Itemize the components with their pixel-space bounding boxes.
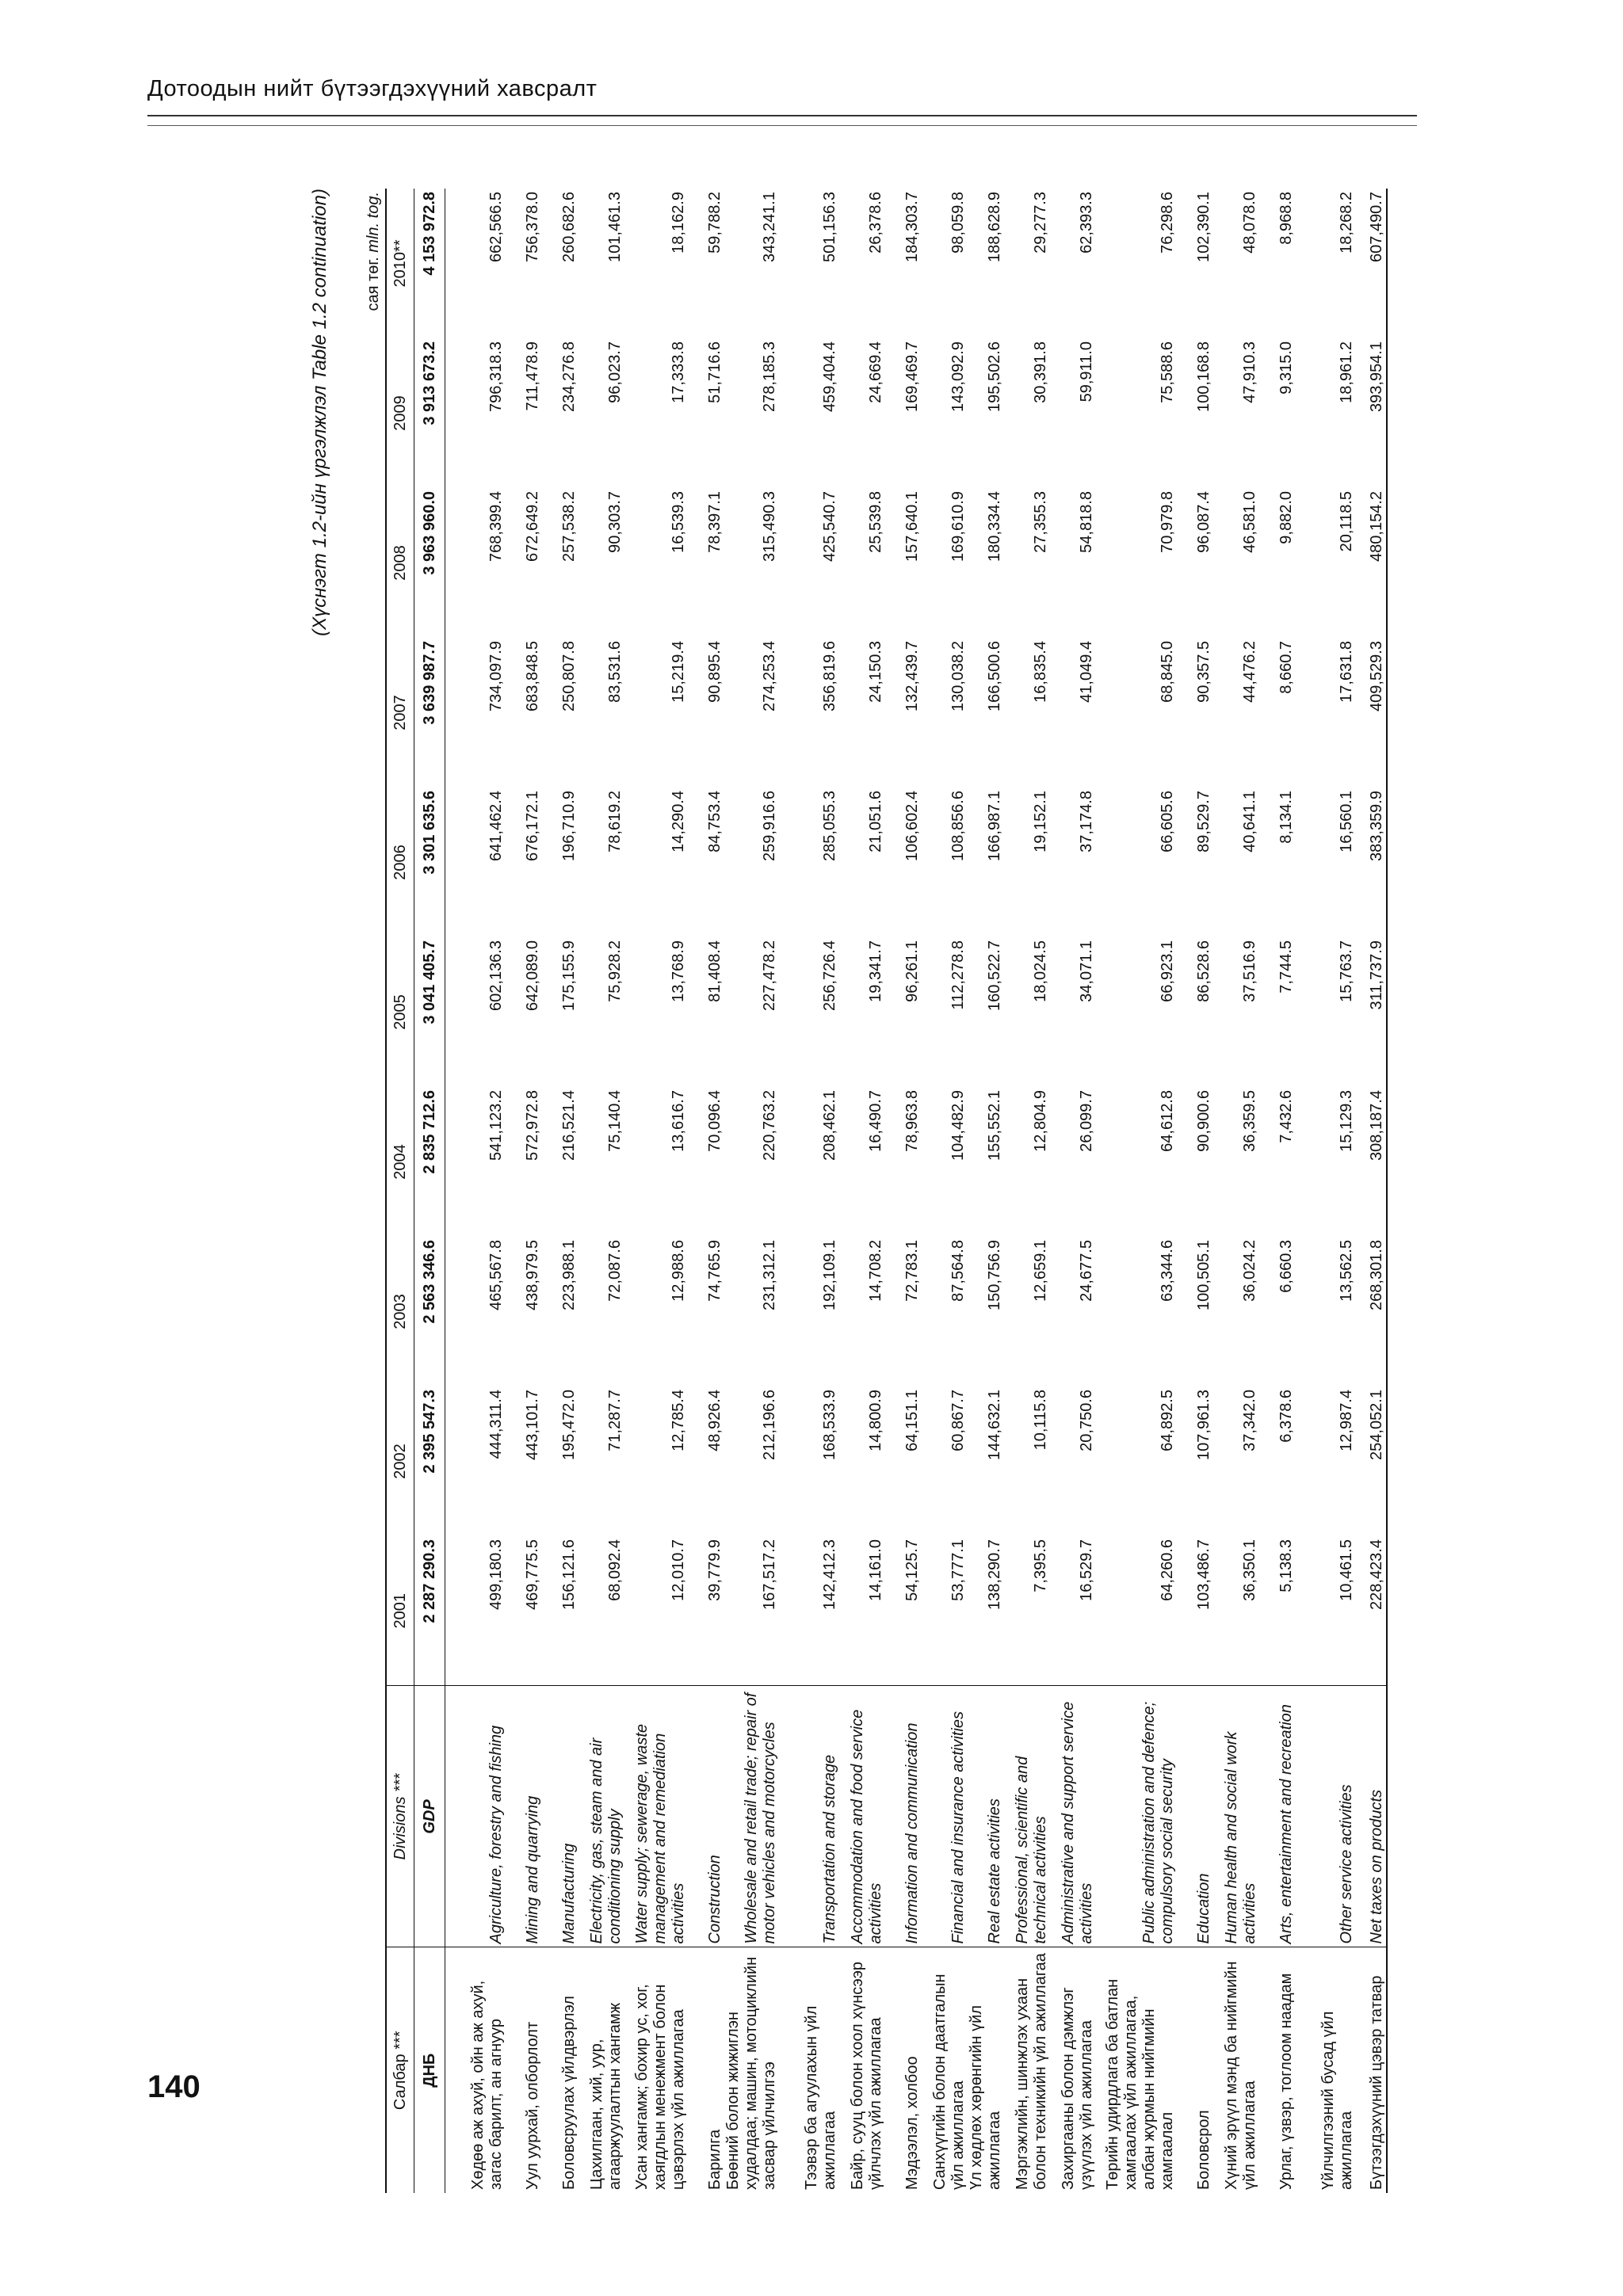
value-cell: 62,393.3 <box>1078 192 1095 254</box>
value-cell: 16,560.1 <box>1338 791 1355 852</box>
division-name-en: Financial and insurance activities <box>922 1686 968 1947</box>
value-cell: 75,140.4 <box>606 1090 624 1152</box>
value-cell: 438,979.5 <box>524 1240 541 1310</box>
value-cell: 72,087.6 <box>606 1240 624 1302</box>
value-cell: 150,756.9 <box>986 1240 1003 1310</box>
value-cell: 602,136.3 <box>487 940 505 1011</box>
value-cell: 444,311.4 <box>487 1390 505 1459</box>
division-name-en: Real estate activities <box>968 1686 1004 1947</box>
value-cell: 393,954.1 <box>1356 338 1387 488</box>
division-name-mn: Барилга <box>688 1947 724 2193</box>
value-cell: 13,768.9 <box>670 940 687 1002</box>
value-cell: 54,125.7 <box>903 1539 921 1601</box>
value-cell: 36,024.2 <box>1241 1240 1258 1302</box>
value-cell: 220,763.2 <box>761 1090 778 1161</box>
value-cell: 78,619.2 <box>606 791 624 852</box>
value-cell: 711,478.9 <box>524 341 541 411</box>
value-cell: 90,303.7 <box>606 491 624 553</box>
value-cell: 104,482.9 <box>949 1090 967 1161</box>
division-name-en: Mining and quarrying <box>506 1686 542 1947</box>
division-name-mn: Бөөний болон жижиглэн худалдаа; машин, мотоциклийн засвар үйлчилгээ <box>724 1947 779 2193</box>
value-cell: 96,261.1 <box>903 940 921 1002</box>
value-cell: 81,408.4 <box>706 940 724 1002</box>
value-cell: 188,628.9 <box>986 192 1003 262</box>
value-cell: 3 963 960.0 <box>414 488 445 638</box>
value-cell: 195,502.6 <box>986 341 1003 412</box>
value-cell: 12,987.4 <box>1338 1390 1355 1451</box>
value-cell: 196,710.9 <box>560 791 578 861</box>
value-cell: 37,516.9 <box>1241 940 1258 1002</box>
division-name-mn: Усан хангамж; бохир ус, хог, хаягдлын менежмент болон цэвэрлэх үйл ажиллагаа <box>624 1947 688 2193</box>
value-cell: 14,290.4 <box>670 791 687 852</box>
value-cell: 169,610.9 <box>949 491 967 562</box>
division-name-mn: Мэдээлэл, холбоо <box>885 1947 922 2193</box>
value-cell: 142,412.3 <box>821 1539 838 1610</box>
gdp-by-division-table <box>385 189 1388 2193</box>
division-name-en: Wholesale and retail trade; repair of motor vehicles and motorcycles <box>724 1686 779 1947</box>
value-cell: 3 639 987.7 <box>414 638 445 788</box>
value-cell: 36,359.5 <box>1241 1090 1258 1152</box>
value-cell: 70,979.8 <box>1159 491 1176 553</box>
value-cell: 100,505.1 <box>1195 1240 1212 1310</box>
value-cell: 144,632.1 <box>986 1390 1003 1460</box>
value-cell: 30,391.8 <box>1032 341 1049 403</box>
value-cell: 683,848.5 <box>524 641 541 711</box>
header-rule-thin <box>147 125 1417 126</box>
value-cell: 26,099.7 <box>1078 1090 1095 1152</box>
table-row <box>1213 189 1259 2193</box>
division-name-mn: Бүтээгдэхүүний цэвэр татвар <box>1356 1947 1387 2193</box>
value-cell: 29,277.3 <box>1032 192 1049 254</box>
value-cell: 37,174.8 <box>1078 791 1095 852</box>
value-cell: 24,677.5 <box>1078 1240 1095 1302</box>
table-row <box>624 189 688 2193</box>
value-cell: 192,109.1 <box>821 1240 838 1310</box>
division-name-en: Accommodation and food service activities <box>839 1686 885 1947</box>
value-cell: 14,708.2 <box>867 1240 884 1302</box>
value-cell: 34,071.1 <box>1078 940 1095 1002</box>
table-row <box>885 189 922 2193</box>
division-name-mn: Захиргааны болон дэмжлэг үзүүлэх үйл ажиллагаа <box>1050 1947 1096 2193</box>
value-cell: 48,926.4 <box>706 1390 724 1451</box>
value-cell: 642,089.0 <box>524 940 541 1011</box>
value-cell: 499,180.3 <box>487 1539 505 1610</box>
value-cell: 315,490.3 <box>761 491 778 562</box>
table-row <box>506 189 542 2193</box>
division-name-mn: Санхүүгийн болон даатгалын үйл ажиллагаа <box>922 1947 968 2193</box>
value-cell: 480,154.2 <box>1356 488 1387 638</box>
table-caption: (Хүснэгт 1.2-ийн үргэлжлэл Table 1.2 continuation) <box>309 189 330 636</box>
value-cell: 672,649.2 <box>524 491 541 562</box>
value-cell: 16,539.3 <box>670 491 687 553</box>
value-cell: 12,804.9 <box>1032 1090 1049 1152</box>
value-cell: 425,540.7 <box>821 491 838 562</box>
value-cell: 168,533.9 <box>821 1390 838 1460</box>
division-name-mn: Боловсруулах үйлдвэрлэл <box>542 1947 579 2193</box>
division-name-en: Electricity, gas, steam and air conditioning supply <box>579 1686 624 1947</box>
column-header-year: 2010** <box>386 189 414 338</box>
value-cell: 66,605.6 <box>1159 791 1176 852</box>
value-cell: 46,581.0 <box>1241 491 1258 553</box>
value-cell: 2 563 346.6 <box>414 1237 445 1386</box>
division-name-mn: Байр, сууц болон хоол хүнсээр үйлчлэх үйл ажиллагаа <box>839 1947 885 2193</box>
division-name-en: Transportation and storage <box>779 1686 839 1947</box>
page-number: 140 <box>147 2069 200 2104</box>
table-row <box>1296 189 1356 2193</box>
division-name-en: Information and communication <box>885 1686 922 1947</box>
value-cell: 75,588.6 <box>1159 341 1176 403</box>
column-header-year: 2007 <box>386 638 414 788</box>
value-cell: 734,097.9 <box>487 641 505 711</box>
value-cell: 48,078.0 <box>1241 192 1258 254</box>
value-cell: 7,432.6 <box>1277 1090 1295 1143</box>
header-row <box>386 189 414 2193</box>
column-header-year: 2006 <box>386 788 414 937</box>
value-cell: 195,472.0 <box>560 1390 578 1460</box>
value-cell: 27,355.3 <box>1032 491 1049 553</box>
value-cell: 83,531.6 <box>606 641 624 703</box>
division-name-mn: Үл хөдлөх хөрөнгийн үйл ажиллагаа <box>968 1947 1004 2193</box>
table-row <box>542 189 579 2193</box>
value-cell: 24,150.3 <box>867 641 884 703</box>
unit-label <box>365 192 383 311</box>
value-cell: 234,276.8 <box>560 341 578 412</box>
column-header-year: 2008 <box>386 488 414 638</box>
value-cell: 4 153 972.8 <box>414 189 445 338</box>
value-cell: 2 395 547.3 <box>414 1386 445 1536</box>
value-cell: 12,010.7 <box>670 1539 687 1601</box>
value-cell: 15,219.4 <box>670 641 687 703</box>
value-cell: 308,187.4 <box>1356 1087 1387 1237</box>
value-cell: 37,342.0 <box>1241 1390 1258 1451</box>
value-cell: 18,162.9 <box>670 192 687 254</box>
value-cell: 19,152.1 <box>1032 791 1049 852</box>
value-cell: 12,659.1 <box>1032 1240 1049 1302</box>
value-cell: 3 913 673.2 <box>414 338 445 488</box>
value-cell: 6,660.3 <box>1277 1240 1295 1293</box>
value-cell: 108,856.6 <box>949 791 967 861</box>
value-cell: 175,155.9 <box>560 940 578 1011</box>
column-header-year: 2005 <box>386 937 414 1087</box>
value-cell: 212,196.6 <box>761 1390 778 1460</box>
table-row <box>1177 189 1213 2193</box>
value-cell: 59,911.0 <box>1078 341 1095 402</box>
division-name-mn: Хөдөө аж ахуй, ойн аж ахуй, загас барилт, ан агнуур <box>445 1947 506 2193</box>
value-cell: 36,350.1 <box>1241 1539 1258 1601</box>
value-cell: 60,867.7 <box>949 1390 967 1451</box>
value-cell: 465,567.8 <box>487 1240 505 1310</box>
value-cell: 260,682.6 <box>560 192 578 262</box>
column-header-year: 2009 <box>386 338 414 488</box>
value-cell: 3 041 405.7 <box>414 937 445 1087</box>
value-cell: 59,788.2 <box>706 192 724 254</box>
division-name-en: Net taxes on products <box>1356 1686 1387 1947</box>
value-cell: 383,359.9 <box>1356 788 1387 937</box>
value-cell: 25,539.8 <box>867 491 884 553</box>
division-name-en: Other service activities <box>1296 1686 1356 1947</box>
value-cell: 254,052.1 <box>1356 1386 1387 1536</box>
value-cell: 143,092.9 <box>949 341 967 412</box>
value-cell: 5,138.3 <box>1277 1539 1295 1592</box>
value-cell: 100,168.8 <box>1195 341 1212 412</box>
division-name-en: Human health and social work activities <box>1213 1686 1259 1947</box>
value-cell: 106,602.4 <box>903 791 921 861</box>
value-cell: 54,818.8 <box>1078 491 1095 553</box>
value-cell: 756,378.0 <box>524 192 541 262</box>
value-cell: 796,318.3 <box>487 341 505 412</box>
table-row <box>779 189 839 2193</box>
value-cell: 256,726.4 <box>821 940 838 1011</box>
column-header-mn: Салбар *** <box>386 1947 414 2193</box>
value-cell: 443,101.7 <box>524 1390 541 1460</box>
value-cell: 343,241.1 <box>761 192 778 262</box>
value-cell: 662,566.5 <box>487 192 505 262</box>
value-cell: 76,298.6 <box>1159 192 1176 254</box>
gdp-total-row <box>414 189 445 2193</box>
value-cell: 53,777.1 <box>949 1539 967 1601</box>
value-cell: 71,287.7 <box>606 1390 624 1451</box>
column-header-year: 2004 <box>386 1087 414 1237</box>
value-cell: 90,900.6 <box>1195 1090 1212 1152</box>
unit-mn: сая төг. <box>365 257 382 311</box>
value-cell: 166,500.6 <box>986 641 1003 711</box>
value-cell: 274,253.4 <box>761 641 778 711</box>
value-cell: 208,462.1 <box>821 1090 838 1161</box>
division-name-mn: Уул уурхай, олборлолт <box>506 1947 542 2193</box>
value-cell: 2 287 290.3 <box>414 1536 445 1686</box>
column-header-year: 2002 <box>386 1386 414 1536</box>
value-cell: 160,522.7 <box>986 940 1003 1011</box>
rotated-table-area <box>309 189 1387 2193</box>
table-row <box>579 189 624 2193</box>
table-row <box>445 189 506 2193</box>
value-cell: 102,390.1 <box>1195 192 1212 262</box>
division-name-en: Agriculture, forestry and fishing <box>445 1686 506 1947</box>
column-header-year: 2003 <box>386 1237 414 1386</box>
table-row <box>688 189 724 2193</box>
value-cell: 13,562.5 <box>1338 1240 1355 1302</box>
value-cell: 278,185.3 <box>761 341 778 412</box>
value-cell: 66,923.1 <box>1159 940 1176 1002</box>
value-cell: 10,115.8 <box>1032 1390 1049 1451</box>
division-name-mn: Цахилгаан, хий, уур, агааржуулалтын хангамж <box>579 1947 624 2193</box>
value-cell: 768,399.4 <box>487 491 505 562</box>
value-cell: 641,462.4 <box>487 791 505 861</box>
value-cell: 15,129.3 <box>1338 1090 1355 1152</box>
value-cell: 16,529.7 <box>1078 1539 1095 1601</box>
table-row <box>968 189 1004 2193</box>
value-cell: 17,333.8 <box>670 341 687 403</box>
value-cell: 18,961.2 <box>1338 341 1355 403</box>
value-cell: 86,528.6 <box>1195 940 1212 1002</box>
value-cell: 2 835 712.6 <box>414 1087 445 1237</box>
value-cell: 501,156.3 <box>821 192 838 262</box>
value-cell: 64,151.1 <box>903 1390 921 1451</box>
value-cell: 26,378.6 <box>867 192 884 254</box>
value-cell: 96,087.4 <box>1195 491 1212 553</box>
value-cell: 607,490.7 <box>1356 189 1387 338</box>
value-cell: 227,478.2 <box>761 940 778 1011</box>
value-cell: 13,616.7 <box>670 1090 687 1152</box>
division-name-en: GDP <box>414 1686 445 1947</box>
value-cell: 138,290.7 <box>986 1539 1003 1610</box>
table-row <box>1096 189 1177 2193</box>
value-cell: 78,963.8 <box>903 1090 921 1152</box>
value-cell: 541,123.2 <box>487 1090 505 1161</box>
value-cell: 89,529.7 <box>1195 791 1212 852</box>
value-cell: 107,961.3 <box>1195 1390 1212 1460</box>
table-body <box>414 189 1388 2193</box>
value-cell: 18,024.5 <box>1032 940 1049 1002</box>
division-name-en: Construction <box>688 1686 724 1947</box>
division-name-mn: Мэргэжлийн, шинжлэх ухаан болон техникийн үйл ажиллагаа <box>1004 1947 1050 2193</box>
division-name-mn: Хүний эрүүл мэнд ба нийгмийн үйл ажиллагаа <box>1213 1947 1259 2193</box>
table-header <box>386 189 414 2193</box>
division-name-en: Education <box>1177 1686 1213 1947</box>
value-cell: 409,529.3 <box>1356 638 1387 788</box>
value-cell: 223,988.1 <box>560 1240 578 1310</box>
value-cell: 64,260.6 <box>1159 1539 1176 1601</box>
value-cell: 7,744.5 <box>1277 940 1295 994</box>
value-cell: 112,278.8 <box>949 940 967 1010</box>
value-cell: 84,753.4 <box>706 791 724 852</box>
value-cell: 16,490.7 <box>867 1090 884 1152</box>
value-cell: 14,161.0 <box>867 1539 884 1601</box>
value-cell: 98,059.8 <box>949 192 967 254</box>
value-cell: 12,988.6 <box>670 1240 687 1302</box>
value-cell: 9,882.0 <box>1277 491 1295 544</box>
value-cell: 9,315.0 <box>1277 341 1295 395</box>
division-name-mn: Үйлчилгээний бусад үйл ажиллагаа <box>1296 1947 1356 2193</box>
value-cell: 17,631.8 <box>1338 641 1355 703</box>
value-cell: 469,775.5 <box>524 1539 541 1610</box>
value-cell: 8,134.1 <box>1277 791 1295 844</box>
value-cell: 157,640.1 <box>903 491 921 562</box>
division-name-en: Professional, scientific and technical activities <box>1004 1686 1050 1947</box>
value-cell: 231,312.1 <box>761 1240 778 1310</box>
value-cell: 459,404.4 <box>821 341 838 412</box>
header-rule <box>147 115 1417 116</box>
division-name-en: Manufacturing <box>542 1686 579 1947</box>
value-cell: 90,895.4 <box>706 641 724 703</box>
value-cell: 676,172.1 <box>524 791 541 861</box>
value-cell: 16,835.4 <box>1032 641 1049 703</box>
value-cell: 103,486.7 <box>1195 1539 1212 1610</box>
division-name-en: Water supply; sewerage, waste management and remediation activities <box>624 1686 688 1947</box>
division-name-mn: Боловсрол <box>1177 1947 1213 2193</box>
value-cell: 8,968.8 <box>1277 192 1295 245</box>
value-cell: 87,564.8 <box>949 1240 967 1302</box>
value-cell: 15,763.7 <box>1338 940 1355 1002</box>
value-cell: 228,423.4 <box>1356 1536 1387 1686</box>
value-cell: 78,397.1 <box>706 491 724 553</box>
value-cell: 68,092.4 <box>606 1539 624 1601</box>
value-cell: 70,096.4 <box>706 1090 724 1152</box>
running-header: Дотоодын нийт бүтээгдэхүүний хавсралт <box>147 76 598 101</box>
table-row <box>1004 189 1050 2193</box>
table-row <box>1259 189 1296 2193</box>
column-header-en: Divisions *** <box>386 1686 414 1947</box>
value-cell: 6,378.6 <box>1277 1390 1295 1443</box>
value-cell: 14,800.9 <box>867 1390 884 1451</box>
table-row <box>839 189 885 2193</box>
value-cell: 41,049.4 <box>1078 641 1095 703</box>
division-name-en: Public administration and defence; compulsory social security <box>1096 1686 1177 1947</box>
value-cell: 64,892.5 <box>1159 1390 1176 1451</box>
value-cell: 20,118.5 <box>1338 491 1355 552</box>
value-cell: 155,552.1 <box>986 1090 1003 1161</box>
value-cell: 96,023.7 <box>606 341 624 403</box>
value-cell: 268,301.8 <box>1356 1237 1387 1386</box>
value-cell: 75,928.2 <box>606 940 624 1002</box>
column-header-year: 2001 <box>386 1536 414 1686</box>
table-row <box>1356 189 1387 2193</box>
table-row <box>724 189 779 2193</box>
value-cell: 72,783.1 <box>903 1240 921 1302</box>
value-cell: 64,612.8 <box>1159 1090 1176 1152</box>
value-cell: 63,344.6 <box>1159 1240 1176 1302</box>
value-cell: 166,987.1 <box>986 791 1003 861</box>
value-cell: 18,268.2 <box>1338 192 1355 254</box>
division-name-mn: Төрийн удирдлага ба батлан хамгаалах үйл ажиллагаа, албан журмын нийгмийн хамгаалал <box>1096 1947 1177 2193</box>
value-cell: 68,845.0 <box>1159 641 1176 703</box>
division-name-mn: ДНБ <box>414 1947 445 2193</box>
value-cell: 130,038.2 <box>949 641 967 711</box>
value-cell: 51,716.6 <box>706 341 724 403</box>
value-cell: 216,521.4 <box>560 1090 578 1161</box>
value-cell: 285,055.3 <box>821 791 838 861</box>
value-cell: 156,121.6 <box>560 1539 578 1610</box>
table-row <box>922 189 968 2193</box>
value-cell: 19,341.7 <box>867 940 884 1002</box>
value-cell: 21,051.6 <box>867 791 884 852</box>
value-cell: 167,517.2 <box>761 1539 778 1610</box>
value-cell: 132,439.7 <box>903 641 921 711</box>
unit-en: mln. tog. <box>365 192 382 253</box>
value-cell: 356,819.6 <box>821 641 838 711</box>
value-cell: 311,737.9 <box>1356 937 1387 1087</box>
division-name-en: Arts, entertainment and recreation <box>1259 1686 1296 1947</box>
value-cell: 74,765.9 <box>706 1240 724 1302</box>
value-cell: 7,395.5 <box>1032 1539 1049 1592</box>
division-name-mn: Тээвэр ба агуулахын үйл ажиллагаа <box>779 1947 839 2193</box>
value-cell: 8,660.7 <box>1277 641 1295 694</box>
value-cell: 24,669.4 <box>867 341 884 403</box>
value-cell: 12,785.4 <box>670 1390 687 1451</box>
value-cell: 40,641.1 <box>1241 791 1258 852</box>
value-cell: 90,357.5 <box>1195 641 1212 703</box>
table-row <box>1050 189 1096 2193</box>
value-cell: 572,972.8 <box>524 1090 541 1161</box>
value-cell: 10,461.5 <box>1338 1539 1355 1601</box>
value-cell: 47,910.3 <box>1241 341 1258 403</box>
division-name-en: Administrative and support service activities <box>1050 1686 1096 1947</box>
value-cell: 39,779.9 <box>706 1539 724 1601</box>
value-cell: 3 301 635.6 <box>414 788 445 937</box>
value-cell: 20,750.6 <box>1078 1390 1095 1451</box>
value-cell: 250,807.8 <box>560 641 578 711</box>
value-cell: 169,469.7 <box>903 341 921 412</box>
division-name-mn: Урлаг, үзвэр, тоглоом наадам <box>1259 1947 1296 2193</box>
value-cell: 257,538.2 <box>560 491 578 562</box>
value-cell: 180,334.4 <box>986 491 1003 562</box>
value-cell: 101,461.3 <box>606 192 624 262</box>
value-cell: 44,476.2 <box>1241 641 1258 703</box>
value-cell: 259,916.6 <box>761 791 778 861</box>
value-cell: 184,303.7 <box>903 192 921 262</box>
